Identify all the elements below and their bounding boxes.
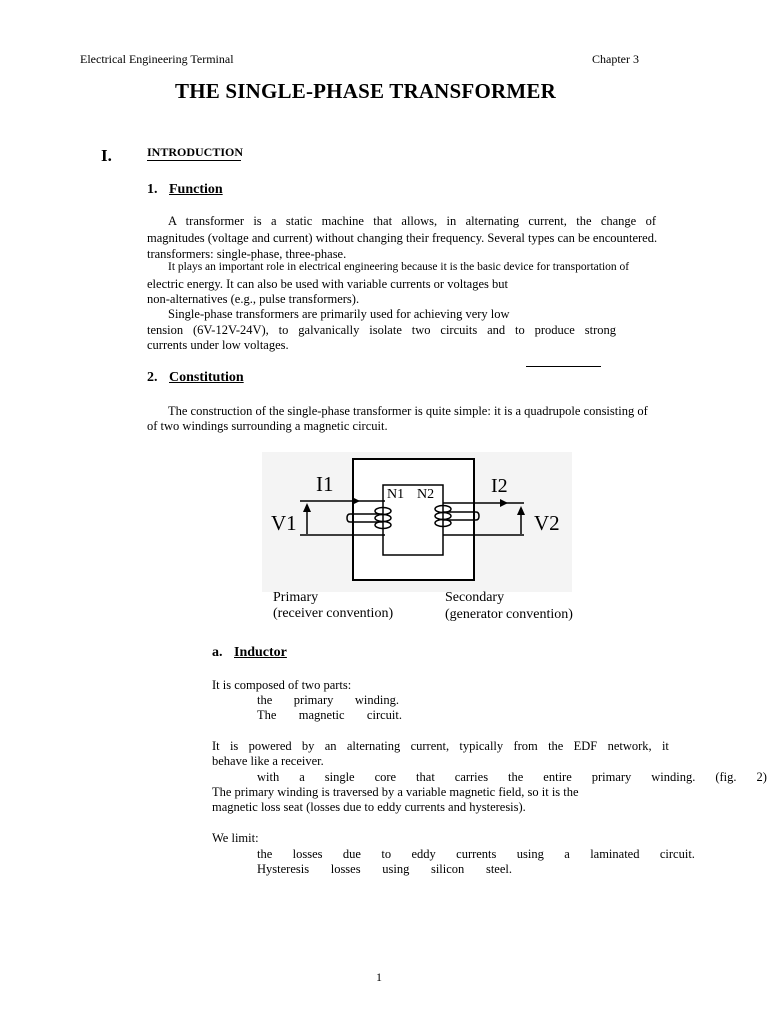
section-heading: INTRODUCTION <box>147 145 244 159</box>
powered-word-6: alternating <box>346 739 401 753</box>
limit-1-word-5: eddy <box>411 847 436 861</box>
inductor-traversed: The primary winding is traversed by a variable magnetic field, so it is the <box>212 785 579 799</box>
secondary-caption: Secondary <box>445 590 505 605</box>
powered-word-5: an <box>324 739 337 753</box>
core-word-2: a <box>299 770 305 784</box>
powered-word-2: is <box>229 739 239 753</box>
powered-word-8: typically <box>459 739 504 753</box>
inductor-limit-1 <box>257 848 695 861</box>
part-2-word-3: circuit. <box>366 708 402 722</box>
transformer-diagram <box>262 452 572 592</box>
page-number: 1 <box>376 970 382 984</box>
constitution-line-1: The construction of the single-phase transformer is quite simple: it is a quadrupole consisting of <box>168 404 648 418</box>
powered-word-13: it <box>661 739 669 753</box>
part-1-word-1: the <box>257 693 273 707</box>
constitution-heading: Constitution <box>169 370 244 385</box>
function-line-9: currents under low voltages. <box>147 338 289 352</box>
function-line-3: transformers: single-phase, three-phase. <box>147 247 347 261</box>
core-word-8: entire <box>543 770 572 784</box>
limit-1-word-9: laminated <box>590 847 640 861</box>
limit-2-word-4: silicon <box>430 862 465 876</box>
part-1-word-2: primary <box>293 693 334 707</box>
inductor-limit-2 <box>257 863 512 876</box>
inductor-we-limit: We limit: <box>212 831 259 845</box>
powered-word-3: powered <box>248 739 292 753</box>
part-2-word-1: The <box>257 708 277 722</box>
constitution-line-2: of two windings surrounding a magnetic circuit. <box>147 419 388 433</box>
core-word-10: winding. <box>651 770 696 784</box>
limit-2-word-3: using <box>382 862 410 876</box>
core-word-7: the <box>508 770 524 784</box>
n2-label: N2 <box>417 487 435 502</box>
core-word-1: with <box>257 770 280 784</box>
core-word-3: single <box>324 770 355 784</box>
part-2-word-2: magnetic <box>298 708 345 722</box>
inductor-part-2 <box>257 709 402 722</box>
function-line-5: electric energy. It can also be used with variable currents or voltages but <box>147 277 508 291</box>
header-left: Electrical Engineering Terminal <box>80 52 234 66</box>
inductor-composed: It is composed of two parts: <box>212 678 352 692</box>
v2-label: V2 <box>534 511 560 535</box>
limit-1-word-2: losses <box>292 847 323 861</box>
limit-2-word-2: losses <box>330 862 361 876</box>
powered-word-12: network, <box>607 739 652 753</box>
limit-2-word-1: Hysteresis <box>257 862 310 876</box>
core-word-9: primary <box>591 770 632 784</box>
limit-1-word-10: circuit. <box>659 847 695 861</box>
section-number: I. <box>101 146 112 165</box>
function-line-1 <box>168 215 656 228</box>
inductor-loss-seat: magnetic loss seat (losses due to eddy currents and hysteresis). <box>212 800 526 814</box>
inductor-part-1 <box>257 694 399 707</box>
constitution-number: 2. <box>147 370 158 385</box>
function-heading: Function <box>169 182 223 197</box>
inductor-core-line <box>257 771 767 784</box>
i1-label: I1 <box>316 472 334 496</box>
limit-1-word-7: using <box>516 847 544 861</box>
function-line-8-text: tension (6V-12V-24V), to galvanically isolate two circuits and to produce strong <box>147 323 616 337</box>
function-number: 1. <box>147 182 158 197</box>
limit-2-word-5: steel. <box>485 862 512 876</box>
powered-word-9: from <box>513 739 538 753</box>
v1-label: V1 <box>271 511 297 535</box>
core-word-12: 2) <box>756 770 767 784</box>
core-word-5: that <box>416 770 435 784</box>
function-line-4: It plays an important role in electrical engineering because it is the basic device for transportation of <box>168 261 630 273</box>
limit-1-word-8: a <box>564 847 570 861</box>
primary-convention: (receiver convention) <box>273 606 394 621</box>
page-title: THE SINGLE-PHASE TRANSFORMER <box>175 79 556 103</box>
primary-caption: Primary <box>273 590 319 605</box>
part-1-word-3: winding. <box>354 693 399 707</box>
limit-1-word-1: the <box>257 847 273 861</box>
core-word-6: carries <box>454 770 489 784</box>
function-line-6: non-alternatives (e.g., pulse transformers). <box>147 292 360 306</box>
secondary-convention: (generator convention) <box>445 607 573 622</box>
horizontal-rule <box>526 366 601 367</box>
i2-label: I2 <box>491 475 508 497</box>
header-right: Chapter 3 <box>592 52 639 66</box>
powered-word-4: by <box>301 739 315 753</box>
limit-1-word-6: currents <box>456 847 497 861</box>
inductor-powered-line-2: behave like a receiver. <box>212 754 324 768</box>
function-line-2: magnitudes (voltage and current) without changing their frequency. Several types can be encountered. <box>147 231 658 245</box>
inductor-powered-line-1 <box>212 740 669 753</box>
powered-word-7: current, <box>410 739 450 753</box>
section-heading-rule <box>147 160 241 161</box>
function-line-7: Single-phase transformers are primarily used for achieving very low <box>168 307 510 321</box>
powered-word-11: EDF <box>573 739 598 753</box>
transformer-figure <box>262 452 572 592</box>
powered-word-1: It <box>212 739 220 753</box>
n1-label: N1 <box>387 487 405 502</box>
core-word-4: core <box>374 770 397 784</box>
inductor-letter: a. <box>212 645 223 660</box>
function-line-8 <box>147 324 616 337</box>
limit-1-word-4: to <box>381 847 392 861</box>
function-line-1-text: A transformer is a static machine that allows, in alternating current, the change of <box>168 214 656 228</box>
core-word-11: (fig. <box>715 770 737 784</box>
powered-word-10: the <box>548 739 564 753</box>
inductor-heading: Inductor <box>234 645 287 660</box>
limit-1-word-3: due <box>342 847 361 861</box>
